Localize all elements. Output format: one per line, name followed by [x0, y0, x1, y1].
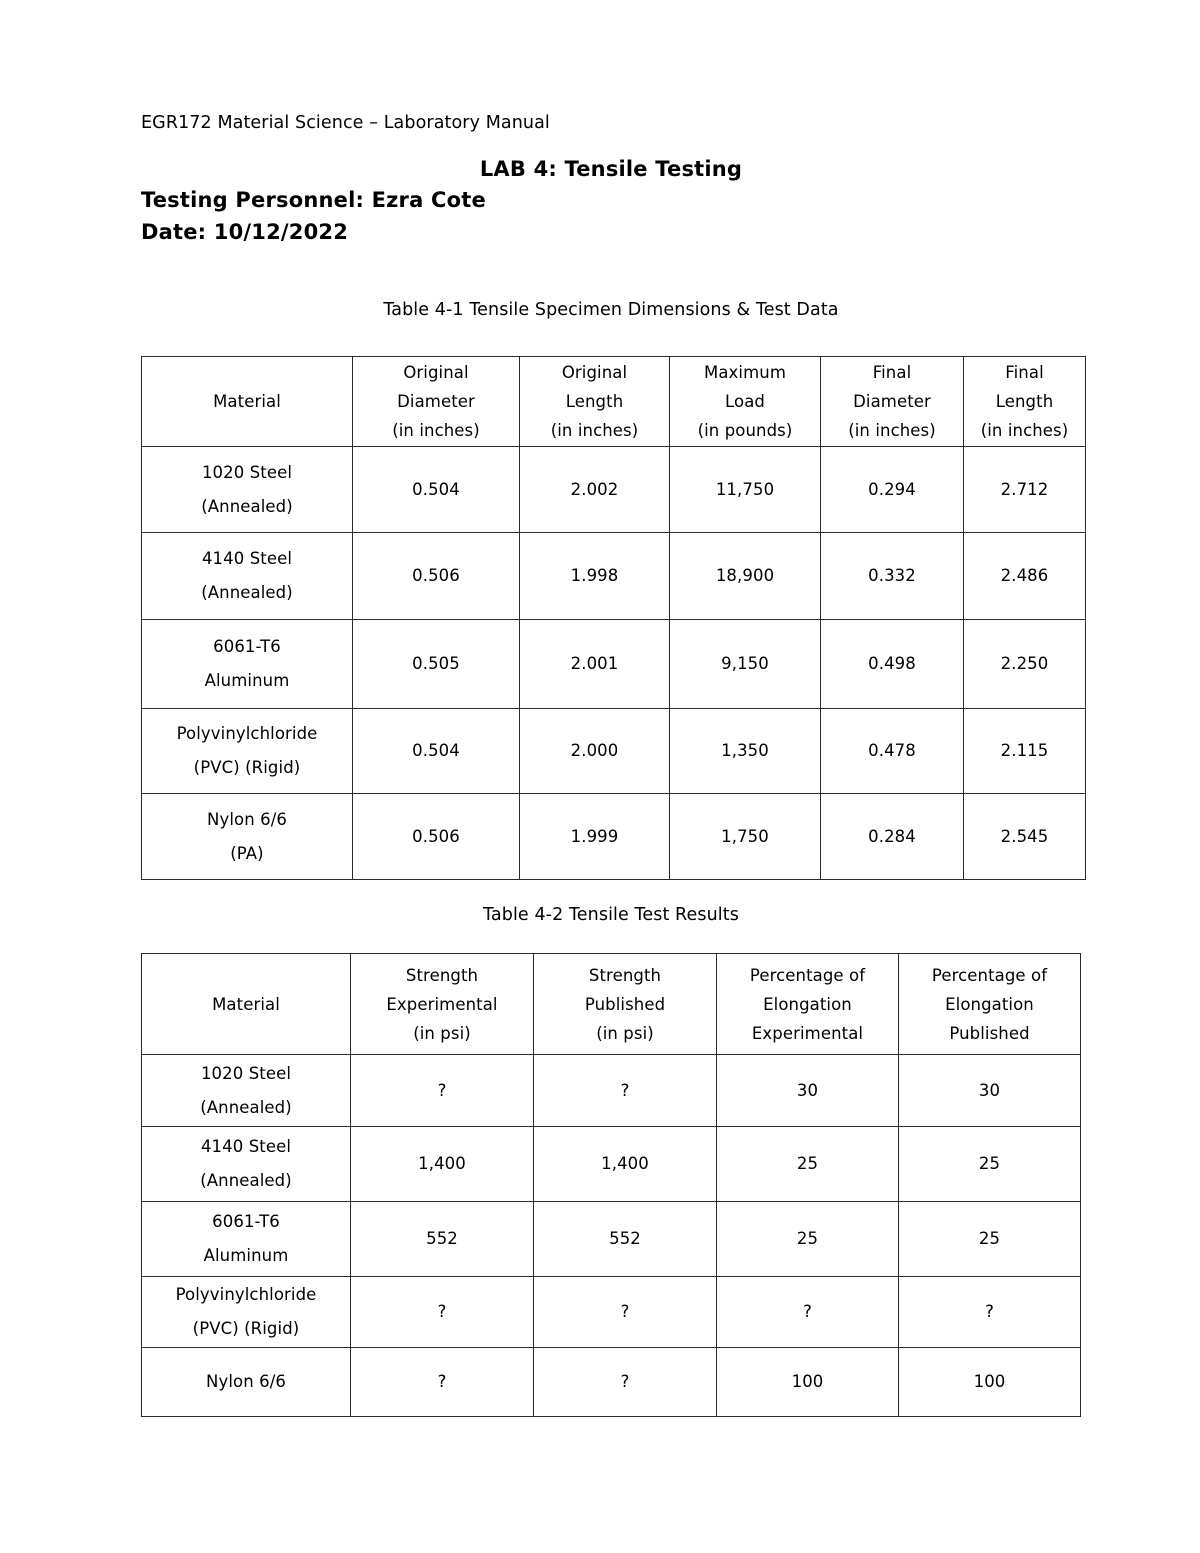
header-cell-strength-experimental	[351, 954, 534, 1055]
header-line: (in inches)	[980, 421, 1069, 440]
header-line: Load	[725, 392, 765, 411]
cell-material	[142, 1348, 351, 1417]
header-cell-final-length	[964, 357, 1086, 447]
table-4-1-caption: Table 4-1 Tensile Specimen Dimensions & Test Data	[383, 300, 839, 320]
table-4-1-header-row	[142, 357, 1086, 447]
table-row	[142, 1127, 1081, 1202]
cell-strength-experimental: 552	[351, 1202, 534, 1277]
cell-strength-published: ?	[534, 1348, 717, 1417]
cell-material	[142, 794, 353, 880]
material-line: (PVC) (Rigid)	[193, 758, 301, 777]
material-line: 4140 Steel	[200, 1137, 292, 1156]
material-line: 1020 Steel	[201, 462, 293, 482]
table-row	[142, 447, 1086, 533]
test-date: Date: 10/12/2022	[141, 220, 349, 244]
header-line: Published	[584, 994, 666, 1014]
cell-original-diameter: 0.506	[353, 533, 520, 620]
cell-strength-published: 552	[534, 1202, 717, 1277]
table-row	[142, 533, 1086, 620]
header-line: Elongation	[945, 994, 1034, 1014]
cell-maximum-load: 18,900	[670, 533, 821, 620]
material-line: 4140 Steel	[201, 549, 293, 568]
table-row	[142, 709, 1086, 794]
header-line: Experimental	[751, 1023, 864, 1043]
table-row	[142, 1055, 1081, 1127]
cell-strength-experimental: ?	[351, 1277, 534, 1348]
cell-final-diameter: 0.332	[821, 533, 964, 620]
testing-personnel: Testing Personnel: Ezra Cote	[141, 188, 486, 212]
cell-original-diameter: 0.504	[353, 709, 520, 794]
cell-material	[142, 447, 353, 533]
header-cell-elongation-experimental	[717, 954, 899, 1055]
cell-final-length: 2.545	[964, 794, 1086, 880]
table-row	[142, 1277, 1081, 1348]
manual-title: EGR172 Material Science – Laboratory Manual	[141, 113, 550, 133]
cell-original-diameter: 0.504	[353, 447, 520, 533]
cell-elongation-experimental: ?	[717, 1277, 899, 1348]
header-cell-material	[142, 357, 353, 447]
material-line: Aluminum	[204, 671, 290, 690]
header-line: Final	[872, 363, 912, 382]
cell-elongation-experimental: 25	[717, 1127, 899, 1202]
cell-maximum-load: 1,350	[670, 709, 821, 794]
cell-final-length: 2.250	[964, 620, 1086, 709]
cell-final-diameter: 0.478	[821, 709, 964, 794]
header-cell-final-diameter	[821, 357, 964, 447]
material-line: 6061-T6	[213, 637, 281, 656]
header-cell-original-length	[520, 357, 670, 447]
material-line: Polyvinylchloride	[175, 1285, 317, 1304]
cell-elongation-published: ?	[899, 1277, 1081, 1348]
material-line: 1020 Steel	[200, 1063, 292, 1083]
table-4-2	[141, 953, 1081, 1417]
header-cell-elongation-published	[899, 954, 1081, 1055]
cell-final-diameter: 0.284	[821, 794, 964, 880]
cell-maximum-load: 11,750	[670, 447, 821, 533]
header-line: Diameter	[397, 392, 475, 411]
cell-material	[142, 709, 353, 794]
cell-strength-published: ?	[534, 1277, 717, 1348]
header-line: Length	[995, 392, 1054, 411]
header-line: Final	[1005, 363, 1044, 382]
cell-elongation-published: 25	[899, 1127, 1081, 1202]
cell-strength-experimental: 1,400	[351, 1127, 534, 1202]
cell-elongation-published: 25	[899, 1202, 1081, 1277]
header-cell-maximum-load	[670, 357, 821, 447]
lab-title: LAB 4: Tensile Testing	[479, 157, 743, 181]
header-line: (in inches)	[848, 421, 936, 440]
header-line: (in psi)	[413, 1023, 471, 1043]
header-line: Maximum	[704, 363, 786, 382]
cell-original-length: 2.001	[520, 620, 670, 709]
table-4-2-caption: Table 4-2 Tensile Test Results	[483, 905, 739, 925]
cell-original-diameter: 0.506	[353, 794, 520, 880]
cell-elongation-experimental: 30	[717, 1055, 899, 1127]
cell-strength-experimental: ?	[351, 1055, 534, 1127]
cell-strength-experimental: ?	[351, 1348, 534, 1417]
cell-elongation-published: 100	[899, 1348, 1081, 1417]
cell-material	[142, 1202, 351, 1277]
header-line: (in pounds)	[697, 421, 793, 440]
cell-material	[142, 1055, 351, 1127]
cell-strength-published: 1,400	[534, 1127, 717, 1202]
material-line: Nylon 6/6	[207, 809, 287, 829]
cell-final-diameter: 0.498	[821, 620, 964, 709]
material-line: 6061-T6	[212, 1212, 280, 1231]
header-line: Length	[565, 392, 624, 411]
cell-original-length: 1.998	[520, 533, 670, 620]
cell-original-length: 2.000	[520, 709, 670, 794]
header-line: (in inches)	[392, 421, 480, 440]
header-line: Original	[403, 363, 469, 382]
header-line: Experimental	[386, 994, 498, 1014]
cell-material	[142, 1277, 351, 1348]
cell-maximum-load: 9,150	[670, 620, 821, 709]
header-line: Percentage of	[749, 965, 866, 985]
material-line: (Annealed)	[201, 583, 293, 602]
header-line: Strength	[405, 965, 479, 985]
cell-final-length: 2.712	[964, 447, 1086, 533]
table-4-1	[141, 356, 1086, 880]
material-line: Nylon 6/6	[206, 1372, 286, 1391]
table-row	[142, 794, 1086, 880]
table-4-2-header-row	[142, 954, 1081, 1055]
header-line: Original	[561, 363, 628, 382]
header-cell-original-diameter	[353, 357, 520, 447]
cell-strength-published: ?	[534, 1055, 717, 1127]
table-row	[142, 1348, 1081, 1417]
table-row	[142, 620, 1086, 709]
header-cell-strength-published	[534, 954, 717, 1055]
cell-final-length: 2.115	[964, 709, 1086, 794]
header-line: (in inches)	[550, 421, 639, 440]
header-line: Material	[213, 392, 281, 411]
table-row	[142, 1202, 1081, 1277]
cell-elongation-published: 30	[899, 1055, 1081, 1127]
header-line: (in psi)	[596, 1023, 654, 1043]
cell-final-length: 2.486	[964, 533, 1086, 620]
cell-original-length: 1.999	[520, 794, 670, 880]
cell-final-diameter: 0.294	[821, 447, 964, 533]
header-line: Published	[949, 1023, 1030, 1043]
cell-material	[142, 620, 353, 709]
cell-material	[142, 533, 353, 620]
material-line: (PVC) (Rigid)	[192, 1319, 300, 1338]
cell-elongation-experimental: 100	[717, 1348, 899, 1417]
material-line: (Annealed)	[200, 1097, 292, 1117]
header-line: Elongation	[763, 994, 852, 1014]
header-cell-material	[142, 954, 351, 1055]
document-header	[141, 110, 1081, 248]
header-line: Material	[212, 994, 280, 1014]
cell-elongation-experimental: 25	[717, 1202, 899, 1277]
cell-original-length: 2.002	[520, 447, 670, 533]
header-line: Percentage of	[931, 965, 1048, 985]
cell-maximum-load: 1,750	[670, 794, 821, 880]
header-line: Strength	[588, 965, 662, 985]
cell-original-diameter: 0.505	[353, 620, 520, 709]
material-line: Aluminum	[203, 1246, 289, 1265]
cell-material	[142, 1127, 351, 1202]
material-line: (Annealed)	[200, 1171, 292, 1190]
material-line: (PA)	[230, 843, 264, 863]
material-line: (Annealed)	[201, 496, 293, 516]
material-line: Polyvinylchloride	[176, 724, 318, 743]
header-line: Diameter	[853, 392, 931, 411]
